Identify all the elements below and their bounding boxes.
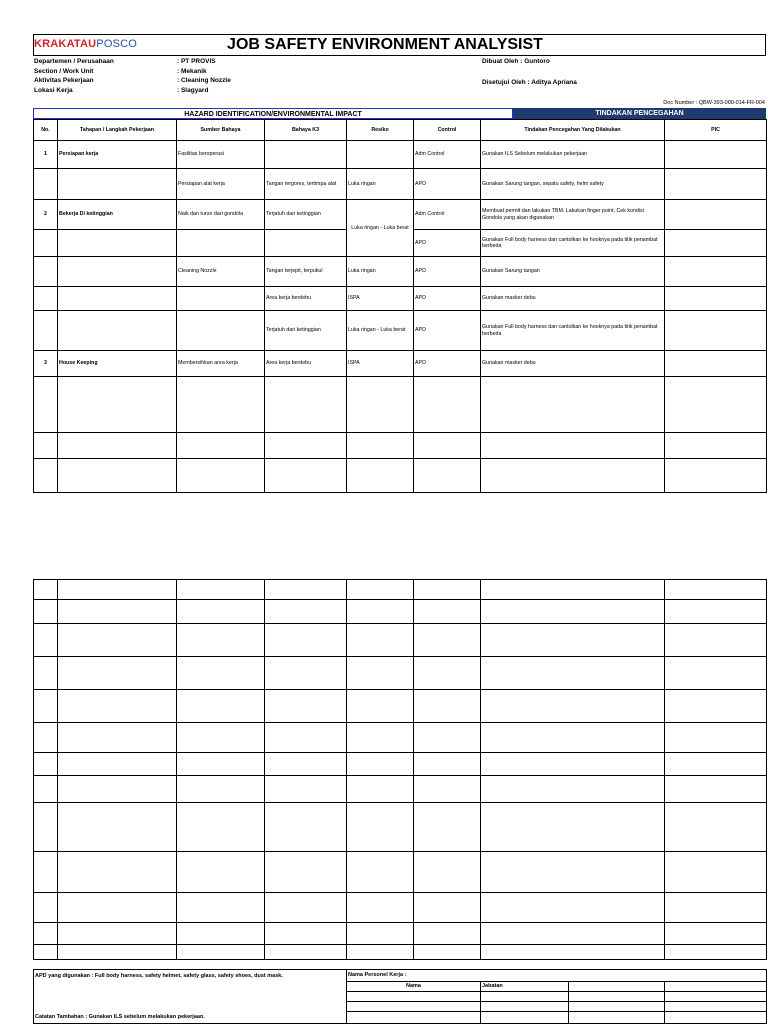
footer-row: [34, 1002, 767, 1012]
cell-tindakan: Gunakan Full body harness dan cantolkan ke hooknya pada titik penambat berbeda: [481, 311, 665, 351]
cell-tindakan: Membuat permit dan lakukan TBM. Lakukan finger point, Cek kondisi Gondola yang akan digunakan: [481, 200, 665, 230]
footer-row: [34, 970, 767, 982]
info-value-aktivitas: : Cleaning Nozzle: [177, 77, 231, 84]
cell-sumber: [177, 311, 265, 351]
col-header-control: Control: [414, 120, 481, 141]
info-label-lokasi: Lokasi Kerja: [34, 86, 73, 94]
cell-sumber: [177, 230, 265, 257]
cell-pic: [665, 200, 767, 230]
empty-row: [34, 624, 767, 657]
cell-sumber: [177, 287, 265, 311]
cell-resiko: ISPA: [347, 351, 414, 377]
company-logo: [34, 38, 137, 52]
cell-no: 3: [34, 351, 58, 377]
cell-sumber: Naik dan turun dari gondola: [177, 200, 265, 230]
table-row: [34, 311, 767, 351]
table-row: [34, 200, 767, 230]
cell-pic: [665, 287, 767, 311]
disetujui-oleh: Disetujui Oleh : Aditya Apriana: [482, 79, 577, 86]
table-row: [34, 351, 767, 377]
cell-no: [34, 230, 58, 257]
empty-row: [34, 753, 767, 776]
nama-header: Nama: [347, 982, 481, 992]
cell-resiko: Luka ringan: [347, 257, 414, 287]
jabatan-header: Jabatan: [481, 982, 569, 992]
empty-row: [34, 945, 767, 960]
cell-step: Persiapan kerja: [58, 141, 177, 169]
cell-bahaya: [265, 230, 347, 257]
logo-posco: POSCO: [96, 38, 138, 50]
cell-step: [58, 257, 177, 287]
table-row: [34, 287, 767, 311]
dibuat-oleh: Dibuat Oleh : Guntoro: [482, 58, 550, 65]
cell-pic: [665, 257, 767, 287]
empty-row: [34, 803, 767, 852]
cell-bahaya: Terjatuh dari ketinggian: [265, 311, 347, 351]
cell-control: APD: [414, 230, 481, 257]
info-values: [177, 57, 231, 95]
cell-pic: [665, 169, 767, 200]
hazard-table: [33, 119, 767, 493]
cell-step: [58, 311, 177, 351]
cell-tindakan: Gunakan Sarung tangan, sepatu safety, helm safety: [481, 169, 665, 200]
empty-row: [34, 776, 767, 803]
cell-pic: [665, 351, 767, 377]
footer-table: [33, 969, 767, 1024]
cell-step: [58, 169, 177, 200]
document-title: JOB SAFETY ENVIRONMENT ANALYSIST: [227, 36, 543, 53]
cell-pic: [665, 311, 767, 351]
footer-row: [34, 1012, 767, 1024]
empty-row: [34, 657, 767, 690]
cell-tindakan: Gunakan ILS Sebelum melakukan pekerjaan: [481, 141, 665, 169]
footer-row: [34, 992, 767, 1002]
empty-row: [34, 852, 767, 893]
table-row: [34, 257, 767, 287]
footer-row: [34, 982, 767, 992]
info-label-aktivitas: Aktivitas Pekerjaan: [34, 77, 94, 84]
info-labels: [34, 57, 114, 95]
cell-resiko: [347, 141, 414, 169]
cell-control: APD: [414, 351, 481, 377]
cell-bahaya: Area kerja berdebu: [265, 351, 347, 377]
catatan-tambahan: Catatan Tambahan : Gunakan ILS sebelum melakukan pekerjaan.: [34, 1012, 347, 1024]
cell-no: 1: [34, 141, 58, 169]
cell-bahaya: Tangan tergores, tertimpa alat: [265, 169, 347, 200]
cell-pic: [665, 141, 767, 169]
doc-number: Doc Number : QBW-393-000-014-FR-004: [663, 100, 765, 106]
info-value-section: : Mekanik: [177, 67, 207, 75]
tindakan-band: TINDAKAN PENCEGAHAN: [513, 108, 766, 119]
cell-control: APD: [414, 257, 481, 287]
cell-control: Adm Control: [414, 200, 481, 230]
cell-resiko: Luka ringan - Luka berat: [347, 311, 414, 351]
cell-no: [34, 169, 58, 200]
cell-resiko: Luka ringan: [347, 169, 414, 200]
cell-control: APD: [414, 287, 481, 311]
empty-row: [34, 459, 767, 493]
cell-sumber: Fasilitas beroperasi: [177, 141, 265, 169]
cell-resiko: ISPA: [347, 287, 414, 311]
cell-control: APD: [414, 311, 481, 351]
apd-used: APD yang digunakan : Full body harness, safety helmet, safety glass, safety shoes, dust mask.: [34, 970, 347, 982]
cell-no: [34, 287, 58, 311]
cell-control: Adm Control: [414, 141, 481, 169]
cell-no: 2: [34, 200, 58, 230]
empty-row: [34, 690, 767, 723]
cell-bahaya: Area kerja berdebu: [265, 287, 347, 311]
cell-bahaya: [265, 141, 347, 169]
cell-tindakan: Gunakan Full body harness dan cantolkan ke hooknya pada titik penambat berbeda: [481, 230, 665, 257]
col-header-bahaya: Bahaya K3: [265, 120, 347, 141]
col-header-no: No.: [34, 120, 58, 141]
cell-tindakan: Gunakan masker debu: [481, 287, 665, 311]
empty-row: [34, 893, 767, 923]
logo-krakatau: KRAKATAU: [34, 38, 97, 50]
table-row: [34, 169, 767, 200]
col-header-tindakan: Tindakan Pencegahan Yang Dilakukan: [481, 120, 665, 141]
cell-bahaya: Terjatuh dari ketinggian: [265, 200, 347, 230]
info-label-departemen: Departemen / Perusahaan: [34, 58, 114, 65]
cell-sumber: Persiapan alat kerja: [177, 169, 265, 200]
continuation-table: [33, 579, 767, 960]
cell-sumber: Cleaning Nozzle: [177, 257, 265, 287]
empty-row: [34, 723, 767, 753]
cell-no: [34, 257, 58, 287]
cell-tindakan: Gunakan Sarung tangan: [481, 257, 665, 287]
col-header-pic: PIC: [665, 120, 767, 141]
info-label-section: Section / Work Unit: [34, 67, 94, 75]
col-header-resiko: Resiko: [347, 120, 414, 141]
empty-row: [34, 923, 767, 945]
cell-tindakan: Gunakan masker debu: [481, 351, 665, 377]
nama-personel-label: Nama Personel Kerja :: [347, 970, 767, 982]
empty-row: [34, 600, 767, 624]
cell-resiko: Luka ringan - Luka berat: [347, 200, 414, 257]
table-row: [34, 141, 767, 169]
col-header-sumber: Sumber Bahaya: [177, 120, 265, 141]
cell-step: House Keeping: [58, 351, 177, 377]
hazard-band: HAZARD IDENTIFICATION/ENVIRONMENTAL IMPACT: [33, 108, 513, 119]
table-header-row: [34, 120, 767, 141]
cell-control: APD: [414, 169, 481, 200]
col-header-tahapan: Tahapan / Langkah Pekerjaan: [58, 120, 177, 141]
cell-sumber: Membersihkan area kerja: [177, 351, 265, 377]
cell-pic: [665, 230, 767, 257]
empty-row: [34, 433, 767, 459]
info-value-departemen: : PT PROVIS: [177, 58, 216, 65]
cell-no: [34, 311, 58, 351]
empty-row: [34, 377, 767, 433]
cell-step: [58, 287, 177, 311]
cell-step: Bekerja Di ketinggian: [58, 200, 177, 230]
cell-bahaya: Tangan terjepit, terpukul: [265, 257, 347, 287]
cell-step: [58, 230, 177, 257]
empty-row: [34, 580, 767, 600]
info-value-lokasi: : Slagyard: [177, 86, 209, 94]
